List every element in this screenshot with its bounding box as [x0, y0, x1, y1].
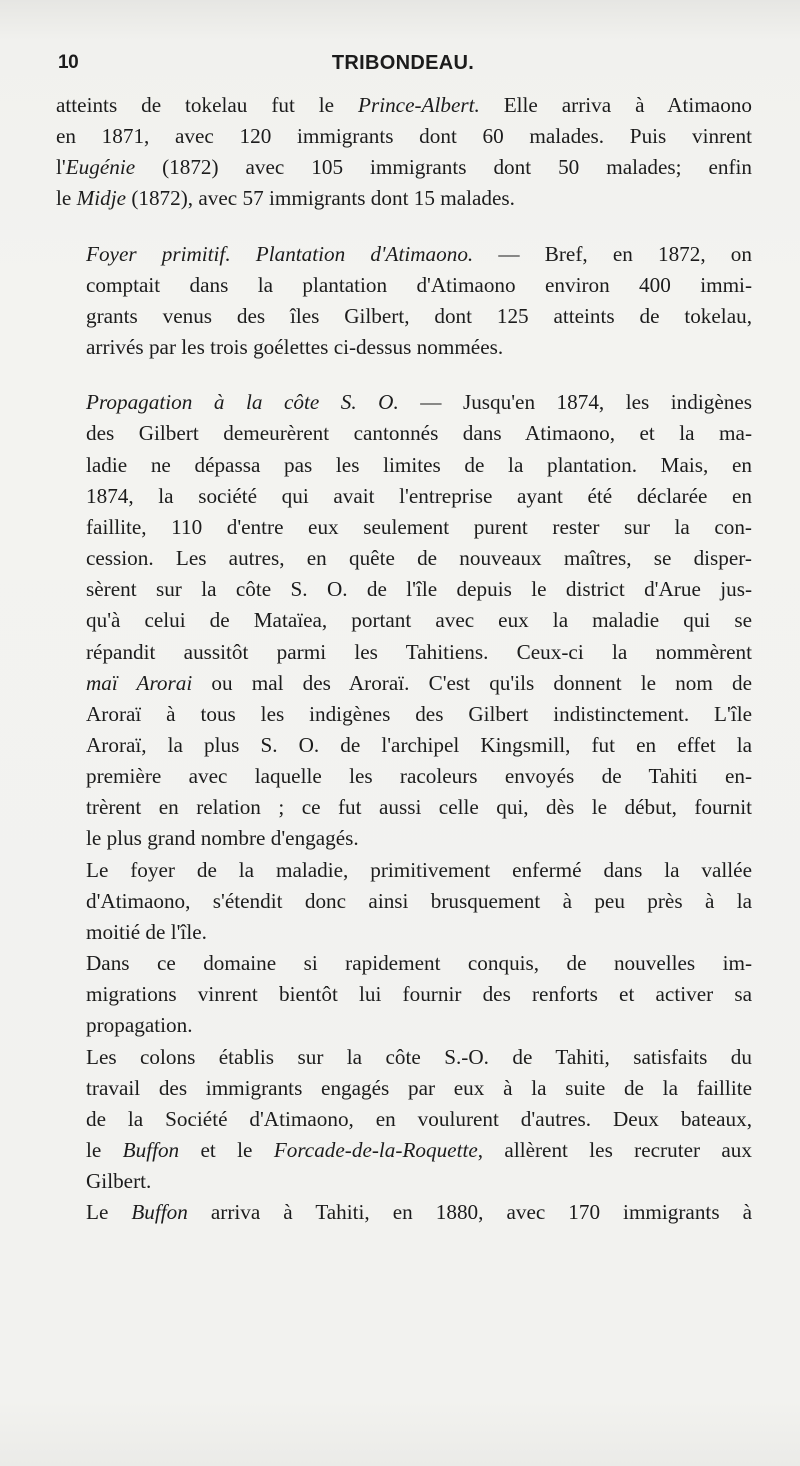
text-run: (1872) avec 105 immigrants dont 50 malades; enfin	[135, 155, 752, 180]
text-run: et le	[179, 1138, 274, 1162]
text-run: Elle arriva à Atimaono	[479, 93, 752, 117]
text-run: ou mal des Aroraï. C'est qu'ils donnent le nom de	[192, 670, 752, 695]
section-paragraph	[56, 387, 752, 854]
text-line	[56, 1073, 752, 1104]
text-line	[56, 637, 752, 668]
text-run: Les colons établis sur la côte S.-O. de Tahiti, satisfaits du	[86, 1044, 752, 1069]
text-line	[56, 270, 752, 301]
text-run: le	[56, 186, 77, 211]
text-run: , allèrent les recruter aux	[477, 1138, 752, 1162]
text-line	[56, 239, 752, 270]
text-line	[56, 699, 752, 730]
text-run: Aroraï, la plus S. O. de l'archipel Kingsmill, fut en effet la	[86, 732, 752, 757]
text-run: migrations vinrent bientôt lui fournir des renforts et activer sa	[86, 982, 752, 1007]
text-line	[56, 886, 752, 917]
text-run: 1874, la société qui avait l'entreprise ayant été déclarée en	[86, 483, 752, 508]
text-line	[56, 512, 752, 543]
text-run: atteints de tokelau fut le	[56, 93, 358, 117]
italic-run: Buffon	[122, 1138, 180, 1162]
text-run: répandit aussitôt parmi les Tahitiens. Ceux-ci la nommèrent	[86, 639, 752, 664]
text-line	[56, 574, 752, 605]
text-run: comptait dans la plantation d'Atimaono environ 400 immi-	[86, 272, 752, 297]
text-run: ladie ne dépassa pas les limites de la plantation. Mais, en	[86, 452, 752, 477]
text-run: des Gilbert demeurèrent cantonnés dans Atimaono, et la ma-	[86, 421, 752, 446]
text-run: de la Société d'Atimaono, en voulurent d'autres. Deux bateaux,	[86, 1106, 752, 1131]
text-run: faillite, 110 d'entre eux seulement purent rester sur la con-	[86, 514, 752, 539]
page-number: 10	[58, 52, 79, 73]
body-text	[56, 90, 752, 1228]
text-line	[56, 1135, 752, 1166]
text-line	[56, 1197, 752, 1228]
paragraph	[56, 1197, 752, 1228]
running-title: TRIBONDEAU.	[331, 52, 475, 74]
text-line	[56, 1010, 752, 1041]
text-line	[56, 761, 752, 792]
text-run: Gilbert.	[86, 1169, 152, 1194]
text-run: cession. Les autres, en quête de nouveaux maîtres, se disper-	[86, 546, 752, 571]
text-line	[56, 823, 752, 854]
text-run: arriva à Tahiti, en 1880, avec 170 immigrants à	[187, 1200, 752, 1225]
text-line	[56, 450, 752, 481]
text-run: le plus grand nombre d'engagés.	[86, 826, 359, 851]
text-line	[56, 948, 752, 979]
text-line	[56, 418, 752, 449]
text-run: Le foyer de la maladie, primitivement enfermé dans la vallée	[86, 857, 752, 882]
text-line	[56, 543, 752, 574]
text-run: Aroraï à tous les indigènes des Gilbert indistinctement. L'île	[86, 701, 752, 726]
text-line	[56, 1104, 752, 1135]
text-run: — Bref, en 1872, on	[473, 241, 752, 266]
text-line	[56, 730, 752, 761]
text-run: Le	[86, 1200, 132, 1225]
italic-run: Propagation à la côte S. O.	[86, 390, 399, 415]
text-line	[56, 1042, 752, 1073]
italic-run: maï Arorai	[86, 670, 193, 695]
text-run: moitié de l'île.	[86, 919, 207, 944]
text-line	[56, 668, 752, 699]
page-header	[58, 52, 748, 82]
text-run: le	[86, 1138, 123, 1162]
text-line	[56, 121, 752, 152]
text-run: sèrent sur la côte S. O. de l'île depuis le district d'Arue jus-	[86, 577, 752, 602]
italic-run: Midje	[76, 186, 127, 211]
text-line	[56, 301, 752, 332]
text-line	[56, 917, 752, 948]
text-run: qu'à celui de Mataïea, portant avec eux la maladie qui se	[86, 608, 752, 633]
paragraph	[56, 1042, 752, 1198]
text-line	[56, 90, 752, 121]
text-run: l'	[56, 155, 66, 180]
paragraph	[56, 948, 752, 1041]
text-run: grants venus des îles Gilbert, dont 125 atteints de tokelau,	[86, 303, 752, 328]
text-line	[56, 152, 752, 183]
text-line	[56, 792, 752, 823]
text-run: en 1871, avec 120 immigrants dont 60 malades. Puis vinrent	[56, 124, 752, 149]
text-line	[56, 332, 752, 363]
text-line	[56, 855, 752, 886]
text-line	[56, 979, 752, 1010]
text-line	[56, 1166, 752, 1197]
paragraph	[56, 855, 752, 948]
text-run: d'Atimaono, s'étendit donc ainsi brusquement à peu près à la	[86, 888, 752, 913]
text-run: Dans ce domaine si rapidement conquis, de nouvelles im-	[86, 951, 752, 976]
text-line	[56, 605, 752, 636]
italic-run: Prince-Albert.	[358, 93, 480, 117]
section-paragraph	[56, 239, 752, 364]
italic-run: Eugénie	[65, 155, 136, 180]
italic-run: Buffon	[131, 1200, 188, 1225]
text-line	[56, 387, 752, 418]
text-run: première avec laquelle les racoleurs envoyés de Tahiti en-	[86, 764, 752, 789]
text-run: travail des immigrants engagés par eux à la suite de la faillite	[86, 1075, 752, 1100]
text-run: trèrent en relation ; ce fut aussi celle qui, dès le début, fournit	[86, 795, 752, 820]
text-line	[56, 183, 752, 214]
text-run: — Jusqu'en 1874, les indigènes	[398, 390, 752, 415]
italic-run: Foyer primitif. Plantation d'Atimaono.	[86, 241, 474, 266]
text-run: arrivés par les trois goélettes ci-dessus nommées.	[86, 335, 504, 360]
paragraph	[56, 90, 752, 215]
italic-run: Forcade-de-la-Roquette	[273, 1138, 478, 1162]
text-run: propagation.	[86, 1013, 193, 1038]
text-run: (1872), avec 57 immigrants dont 15 malades.	[126, 186, 515, 211]
text-line	[56, 481, 752, 512]
